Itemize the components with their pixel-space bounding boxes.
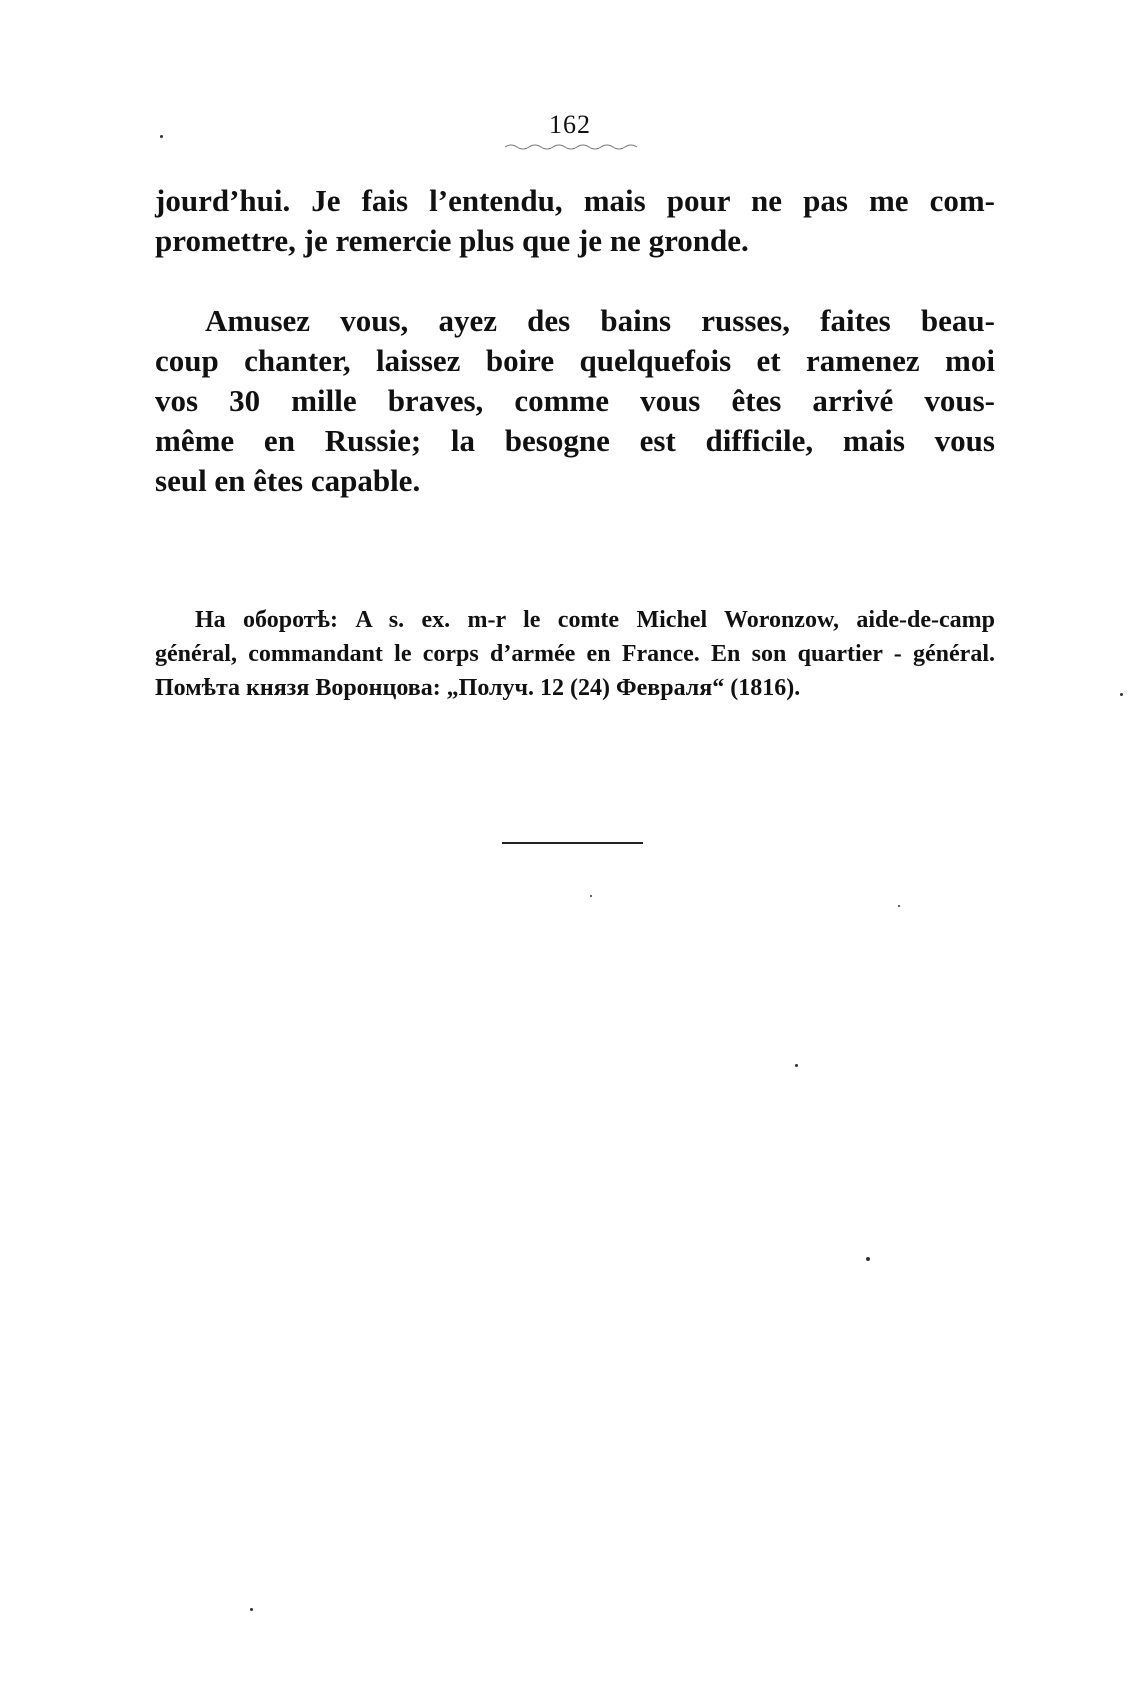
note-line: général, commandant le corps d’armée en France. En son quartier - général. (155, 641, 995, 667)
end-divider (502, 842, 643, 844)
scan-speck (795, 1064, 798, 1067)
editorial-note (155, 603, 995, 705)
text-line: coup chanter, laissez boire quelquefois et ramenez moi (155, 343, 995, 378)
paragraph-main (155, 301, 995, 501)
text-line: jourd’hui. Je fais l’entendu, mais pour ne pas me com- (155, 183, 995, 218)
note-line: Помѣта князя Воронцова: „Получ. 12 (24) Февраля“ (1816). (155, 675, 801, 701)
text-line: promettre, je remercie plus que je ne gronde. (155, 223, 749, 258)
text-line: Amusez vous, ayez des bains russes, faites beau- (205, 303, 995, 338)
scan-speck (866, 1257, 870, 1261)
scan-speck (1120, 693, 1123, 696)
page-number: 162 (549, 110, 591, 139)
paragraph-continuation (155, 181, 995, 261)
scan-speck (160, 135, 163, 138)
text-line: même en Russie; la besogne est difficile, mais vous (155, 423, 995, 458)
note-line: На оборотѣ: A s. ex. m-r le comte Michel Woronzow, aide-de-camp (195, 607, 995, 633)
scan-speck (590, 895, 592, 897)
page-number-ornament (505, 142, 645, 150)
text-line: seul en êtes capable. (155, 463, 421, 498)
scan-speck (898, 905, 900, 907)
text-line: vos 30 mille braves, comme vous êtes arrivé vous- (155, 383, 995, 418)
scan-speck (250, 1608, 253, 1611)
